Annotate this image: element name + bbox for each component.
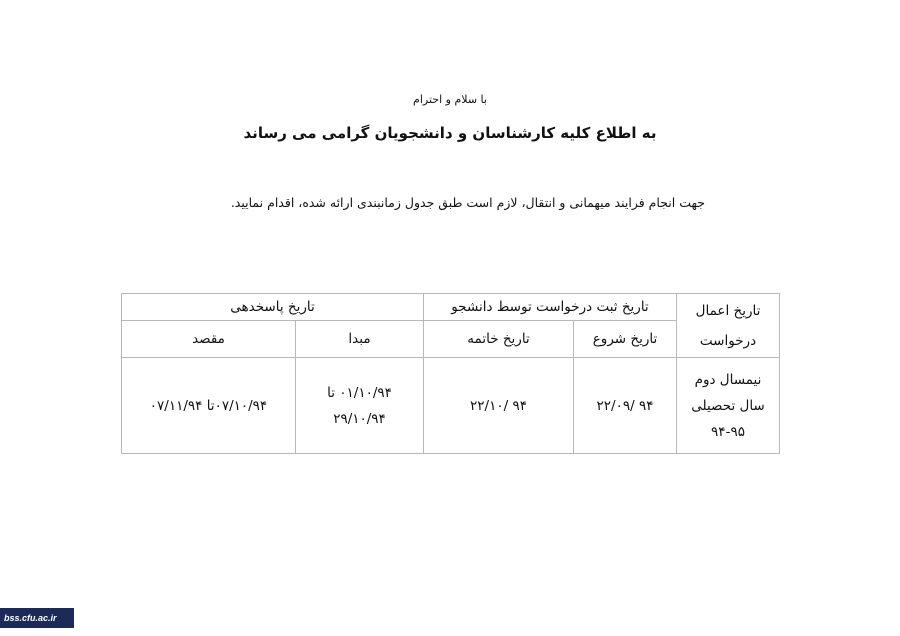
end-date-header: تاریخ خاتمه: [424, 321, 574, 358]
schedule-table: [121, 293, 780, 454]
greeting-line: با سلام و احترام: [413, 93, 487, 106]
end-date-cell: ۹۴ /۲۲/۱۰: [424, 358, 574, 454]
table-row: [122, 358, 780, 454]
start-date-cell: ۹۴ /۲۲/۰۹: [574, 358, 677, 454]
destination-date-cell: ۰۷/۱۰/۹۴تا ۰۷/۱۱/۹۴: [122, 358, 296, 454]
announcement-body: جهت انجام فرایند میهمانی و انتقال، لازم است طبق جدول زمانبندی ارائه شده، اقدام نمایید.: [230, 195, 705, 210]
semester-cell: نیمسال دوم سال تحصیلی ۹۵-۹۴: [677, 358, 780, 454]
table-header-row: [122, 294, 780, 321]
response-date-header: تاریخ پاسخدهی: [122, 294, 424, 321]
registration-date-header: تاریخ ثبت درخواست توسط دانشجو: [424, 294, 677, 321]
origin-header: مبدا: [296, 321, 424, 358]
announcement-headline: به اطلاع کلیه کارشناسان و دانشجویان گرامی می رساند: [243, 124, 657, 142]
site-badge: bss.cfu.ac.ir: [0, 608, 74, 628]
origin-date-cell: ۰۱/۱۰/۹۴ تا ۲۹/۱۰/۹۴: [296, 358, 424, 454]
destination-header: مقصد: [122, 321, 296, 358]
request-date-header: تاریخ اعمال درخواست: [677, 294, 780, 358]
start-date-header: تاریخ شروع: [574, 321, 677, 358]
